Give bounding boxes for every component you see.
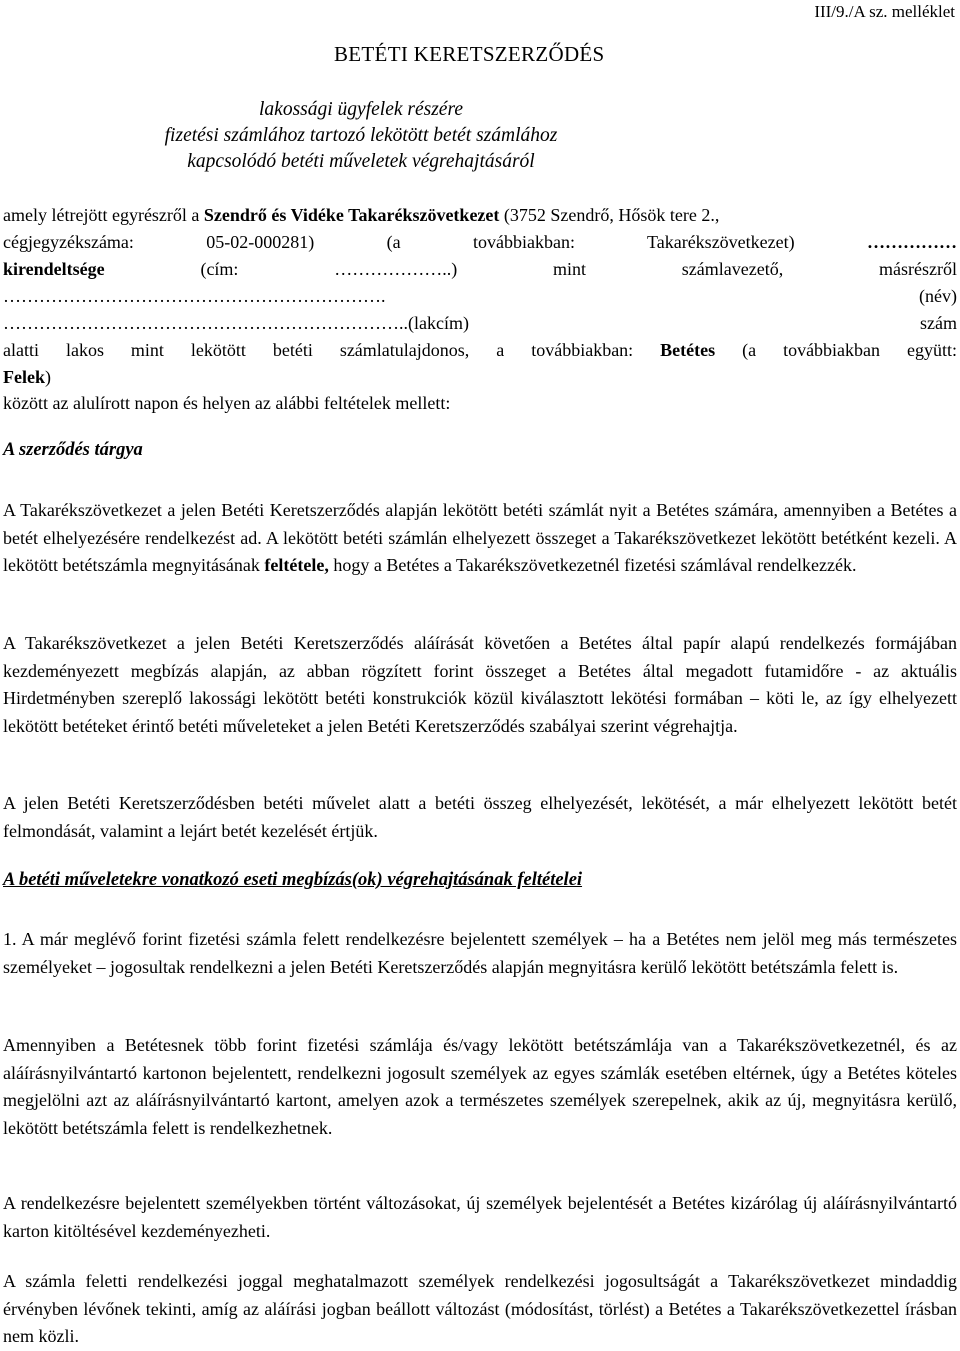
name-blank: ……………………………………………………….: [3, 286, 386, 306]
subject-paragraph-2: A Takarékszövetkezet a jelen Betéti Keretszerződés aláírását követően a Betétes által papír alapú rendelkezés formájában kezdeményezett megbízás alapján, az abban rögzített forint összeget a Betétes által megadott futamidőre - az aktuális Hirdetményben szereplő lakossági lekötött betéti konstrukciók közül kiválasztott lekötési formában – köti le, az így elhelyezett lekötött betéteket érintő betéti műveleteket a jelen Betéti Keretszerződés szabályai szerint végrehajtja.: [3, 633, 957, 736]
parties-line-2: cégjegyzékszáma: 05-02-000281) (a továbbiakban: Takarékszövetkezet) ……………: [3, 232, 957, 252]
subtitle-line-3: kapcsolódó betéti műveletek végrehajtásáról: [187, 151, 535, 172]
parties-line-6: alatti lakos mint lekötött betéti számlatulajdonos, a továbbiakban: Betétes (a továbbiakban együtt:: [3, 340, 958, 360]
section-heading-subject: A szerződés tárgya: [3, 440, 143, 460]
annex-label: III/9./A sz. melléklet: [814, 2, 955, 21]
subject-paragraph-3: A jelen Betéti Keretszerződésben betéti művelet alatt a betéti összeg elhelyezését, lekötését, a már elhelyezett lekötött betét felmondását, valamint a lejárt betét kezelését értjük.: [3, 793, 957, 841]
conditions-paragraph-1: 1. A már meglévő forint fizetési számla felett rendelkezésre bejelentett személyek – ha a Betétes nem jelöl meg más természetes személyeket – jogosultak rendelkezni a jelen Betéti Keretszerződés alapján megnyitásra kerülő lekötött betétszámla felett is.: [3, 929, 957, 977]
parties-line-3: kirendeltsége (cím: ………………..) mint számlavezető, másrészről: [3, 259, 957, 279]
cooperative-name: Szendrő és Vidéke Takarékszövetkezet: [203, 205, 500, 225]
parties-line-5: …………………………………………………………..(lakcím) szám: [3, 310, 957, 337]
subtitle-line-2: fizetési számlához tartozó lekötött betét számlához: [164, 125, 558, 146]
conditions-paragraph-4: A számla feletti rendelkezési joggal meghatalmazott személyek rendelkezési jogosultságát a Takarékszövetkezet mindaddig érvényben lévőnek tekinti, amíg az aláírási jogban beállott változást (módosítást, törlést) a Betétes a Takarékszövetkezettel írásban nem közli.: [3, 1271, 957, 1346]
section-heading-conditions: A betéti műveletekre vonatkozó eseti megbízás(ok) végrehajtásának feltételei: [3, 870, 583, 890]
conditions-paragraph-2: Amennyiben a Betétesnek több forint fizetési számlája és/vagy lekötött betétszámlája van a Takarékszövetkezetnél, és az aláírásnyilvántartó kartonon bejelentett, rendelkezni jogosult személyek az egyes számlák esetében eltérnek, úgy a Betétes köteles megjelölni azt az aláírásnyilvántartó kartont, amelyen azok a természetes személyek szerepelnek, akik az új, megnyitásra kerülő, lekötött betétszámla felett is rendelkezhetnek.: [3, 1035, 957, 1138]
parties-line-1: amely létrejött egyrészről a Szendrő és Vidéke Takarékszövetkezet (3752 Szendrő, Hősök tere 2.,: [3, 205, 720, 225]
subtitle-line-1: lakossági ügyfelek részére: [259, 99, 463, 120]
parties-line-8: között az alulírott napon és helyen az alábbi feltételek mellett:: [3, 393, 451, 413]
subject-paragraph-1: A Takarékszövetkezet a jelen Betéti Keretszerződés alapján lekötött betéti számlát nyit a Betétes számára, amennyiben a Betétes a betét elhelyezésére rendelkezést ad. A lekötött betéti számlán elhelyezett összeget a Takarékszövetkezet lekötött betétként kezeli. A lekötött betétszámla megnyitásának feltétele, hogy a Betétes a Takarékszövetkezetnél fizetési számlával rendelkezzék.: [3, 500, 957, 575]
address-blank: …………………………………………………………..(lakcím): [3, 313, 469, 333]
conditions-paragraph-3: A rendelkezésre bejelentett személyekben történt változásokat, új személyek bejelentését a Betétes kizárólag új aláírásnyilvántartó karton kitöltésével kezdeményezheti.: [3, 1193, 957, 1241]
parties-line-4: ………………………………………………………. (név): [3, 283, 957, 310]
parties-line-7: Felek): [3, 367, 51, 387]
document-title: BETÉTI KERETSZERZŐDÉS: [334, 42, 605, 66]
